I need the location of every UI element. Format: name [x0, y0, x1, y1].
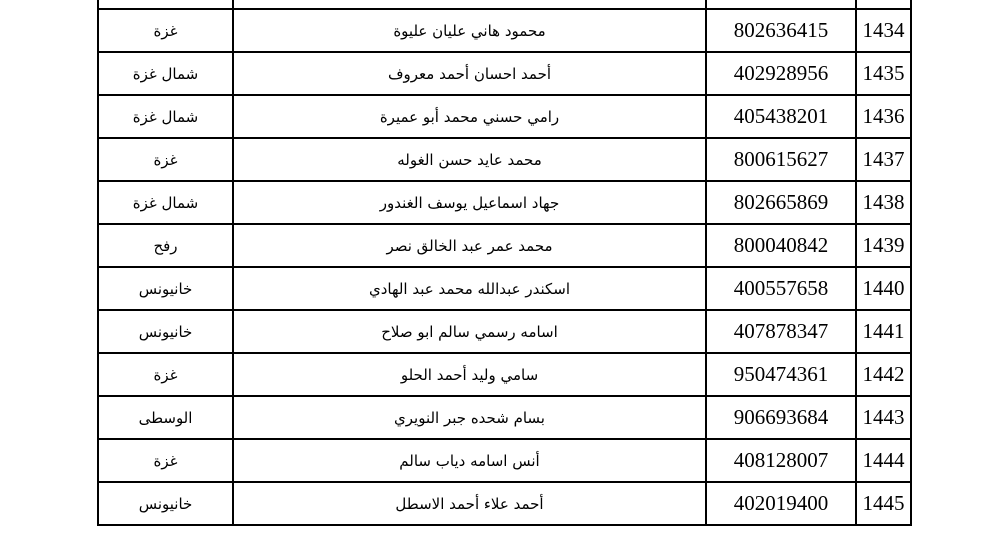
- name-cell: محمد عمر عبد الخالق نصر: [233, 224, 706, 267]
- id-number-cell: [706, 0, 856, 9]
- name-cell: أنس اسامه دياب سالم: [233, 439, 706, 482]
- serial-number-cell: 1437: [856, 138, 911, 181]
- name-cell: أحمد علاء أحمد الاسطل: [233, 482, 706, 525]
- serial-number-cell: 1438: [856, 181, 911, 224]
- name-cell: جهاد اسماعيل يوسف الغندور: [233, 181, 706, 224]
- id-number-cell: 800615627: [706, 138, 856, 181]
- name-cell: أحمد احسان أحمد معروف: [233, 52, 706, 95]
- region-cell: خانيونس: [98, 267, 233, 310]
- table-row: [98, 9, 911, 52]
- table-row: [98, 439, 911, 482]
- records-table: [97, 0, 912, 526]
- region-cell: غزة: [98, 353, 233, 396]
- name-cell: رامي حسني محمد أبو عميرة: [233, 95, 706, 138]
- serial-number-cell: 1444: [856, 439, 911, 482]
- region-cell: رفح: [98, 224, 233, 267]
- table-row: [98, 396, 911, 439]
- serial-number-cell: 1434: [856, 9, 911, 52]
- id-number-cell: 408128007: [706, 439, 856, 482]
- id-number-cell: 802665869: [706, 181, 856, 224]
- serial-number-cell: 1445: [856, 482, 911, 525]
- region-cell: خانيونس: [98, 482, 233, 525]
- id-number-cell: 402019400: [706, 482, 856, 525]
- table-row: [98, 52, 911, 95]
- id-number-cell: 802636415: [706, 9, 856, 52]
- region-cell: [98, 0, 233, 9]
- serial-number-cell: 1442: [856, 353, 911, 396]
- id-number-cell: 402928956: [706, 52, 856, 95]
- region-cell: غزة: [98, 138, 233, 181]
- id-number-cell: 950474361: [706, 353, 856, 396]
- name-cell: سامي وليد أحمد الحلو: [233, 353, 706, 396]
- serial-number-cell: 1443: [856, 396, 911, 439]
- region-cell: الوسطى: [98, 396, 233, 439]
- table-row: [98, 181, 911, 224]
- name-cell: اسكندر عبدالله محمد عبد الهادي: [233, 267, 706, 310]
- table-row: [98, 267, 911, 310]
- id-number-cell: 405438201: [706, 95, 856, 138]
- name-cell: اسامه رسمي سالم ابو صلاح: [233, 310, 706, 353]
- region-cell: غزة: [98, 9, 233, 52]
- region-cell: شمال غزة: [98, 95, 233, 138]
- id-number-cell: 400557658: [706, 267, 856, 310]
- id-number-cell: 800040842: [706, 224, 856, 267]
- table-row: [98, 95, 911, 138]
- serial-number-cell: 1439: [856, 224, 911, 267]
- table-row: [98, 310, 911, 353]
- name-cell: محمد عايد حسن الغوله: [233, 138, 706, 181]
- serial-number-cell: 1436: [856, 95, 911, 138]
- table-row: [98, 138, 911, 181]
- region-cell: شمال غزة: [98, 181, 233, 224]
- serial-number-cell: 1440: [856, 267, 911, 310]
- region-cell: غزة: [98, 439, 233, 482]
- region-cell: خانيونس: [98, 310, 233, 353]
- name-cell: بسام شحده جبر النويري: [233, 396, 706, 439]
- serial-number-cell: [856, 0, 911, 9]
- serial-number-cell: 1435: [856, 52, 911, 95]
- serial-number-cell: 1441: [856, 310, 911, 353]
- name-cell: [233, 0, 706, 9]
- table-row: [98, 482, 911, 525]
- id-number-cell: 906693684: [706, 396, 856, 439]
- id-number-cell: 407878347: [706, 310, 856, 353]
- table-row: [98, 0, 911, 9]
- table-row: [98, 224, 911, 267]
- region-cell: شمال غزة: [98, 52, 233, 95]
- name-cell: محمود هاني عليان عليوة: [233, 9, 706, 52]
- table-row: [98, 353, 911, 396]
